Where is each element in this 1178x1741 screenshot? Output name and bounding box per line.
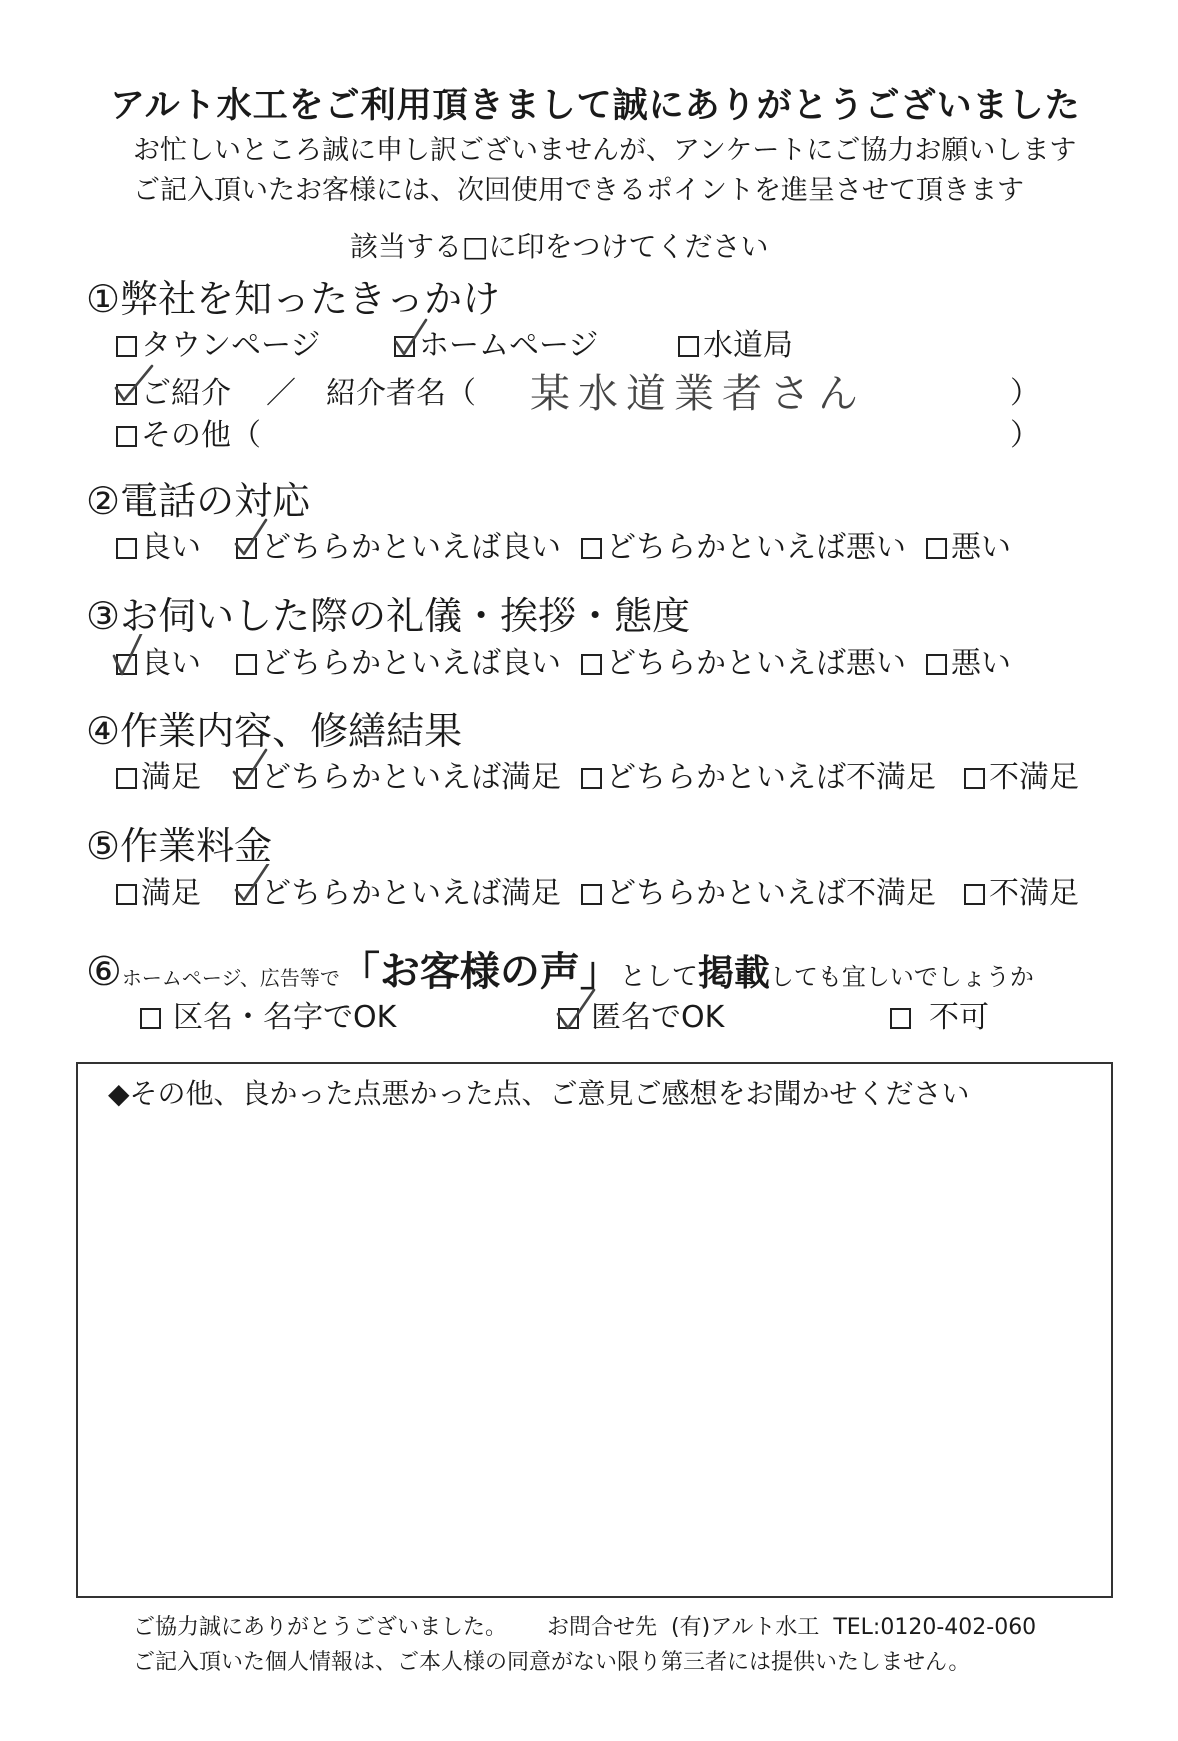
checkbox-icon[interactable] [236,654,257,675]
checkbox-icon[interactable] [394,336,415,357]
checkbox-icon[interactable] [236,884,257,905]
request-text: お忙しいところ誠に申し訳ございませんが、アンケートにご協力お願いします [133,135,1077,166]
close-paren: ） [1010,418,1040,453]
referrer-label: ／ 紹介者名（ [266,376,476,411]
checkbox-icon[interactable] [964,884,985,905]
checkbox-icon[interactable] [926,538,947,559]
checkbox-icon[interactable] [236,768,257,789]
checkbox-icon[interactable] [140,1008,161,1029]
q1-option-townpage[interactable]: タウンページ [116,320,320,364]
form-title: アルト水工をご利用頂きまして誠にありがとうございました [110,86,1081,126]
footer-contact [133,1610,1036,1641]
q1-option-waterbureau[interactable]: 水道局 [678,320,793,364]
checkbox-icon[interactable] [581,884,602,905]
instruction-text: 該当する□に印をつけてください [350,230,769,263]
checkbox-icon[interactable] [116,654,137,675]
q4-title: ④作業内容、修繕結果 [86,709,463,753]
q3-option-rather-good[interactable]: どちらかといえば良い [236,638,561,682]
q6-title: ⑥ホームページ、広告等で「お客様の声」として掲載しても宜しいでしょうか [86,949,1034,995]
checkbox-icon[interactable] [890,1008,911,1029]
q5-option-rather-satisfied[interactable]: どちらかといえば満足 [236,868,561,912]
q4-option-dissatisfied[interactable]: 不満足 [964,752,1079,796]
checkbox-icon[interactable] [116,384,137,405]
referrer-name-handwritten[interactable]: 某水道業者さん [530,371,866,417]
checkbox-icon[interactable] [116,768,137,789]
q3-option-good[interactable]: 良い [116,638,201,682]
comment-box[interactable] [76,1062,1113,1598]
close-paren: ） [1010,376,1040,411]
points-text: ご記入頂いたお客様には、次回使用できるポイントを進呈させて頂きます [133,175,1024,206]
footer-thanks: ご協力誠にありがとうございました。 [133,1615,508,1640]
checkbox-icon[interactable] [581,768,602,789]
checkbox-icon[interactable] [964,768,985,789]
footer-contact-label: お問合せ先 [547,1615,658,1640]
checkbox-icon[interactable] [558,1008,579,1029]
q5-title: ⑤作業料金 [86,824,273,868]
checkbox-icon[interactable] [236,538,257,559]
q4-option-rather-satisfied[interactable]: どちらかといえば満足 [236,752,561,796]
q3-option-bad[interactable]: 悪い [926,638,1011,682]
q1-title: ①弊社を知ったきっかけ [86,277,501,321]
footer-company: (有)アルト水工 [671,1615,820,1640]
footer-privacy: ご記入頂いた個人情報は、ご本人様の同意がない限り第三者には提供いたしません。 [133,1650,971,1675]
checkbox-icon[interactable] [116,426,137,447]
checkbox-icon[interactable] [581,654,602,675]
checkbox-icon[interactable] [581,538,602,559]
q6-option-anonymous-ok[interactable]: 匿名でOK [558,992,724,1036]
q2-option-good[interactable]: 良い [116,522,201,566]
q4-option-satisfied[interactable]: 満足 [116,752,201,796]
q5-option-rather-dissatisfied[interactable]: どちらかといえば不満足 [581,868,936,912]
q5-option-dissatisfied[interactable]: 不満足 [964,868,1079,912]
checkbox-icon[interactable] [926,654,947,675]
q1-option-other[interactable]: その他（ [116,410,261,454]
q1-option-homepage[interactable]: ホームページ [394,320,598,364]
footer-tel: TEL:0120-402-060 [833,1615,1037,1640]
q2-option-rather-good[interactable]: どちらかといえば良い [236,522,561,566]
checkbox-icon[interactable] [116,336,137,357]
q3-option-rather-bad[interactable]: どちらかといえば悪い [581,638,906,682]
checkbox-icon[interactable] [116,538,137,559]
q4-option-rather-dissatisfied[interactable]: どちらかといえば不満足 [581,752,936,796]
q1-option-referral[interactable]: ご紹介 [116,368,231,412]
q2-title: ②電話の対応 [86,479,311,523]
checkbox-icon[interactable] [116,884,137,905]
q3-title: ③お伺いした際の礼儀・挨拶・態度 [86,594,691,638]
q2-option-bad[interactable]: 悪い [926,522,1011,566]
comment-label: ◆その他、良かった点悪かった点、ご意見ご感想をお聞かせください [108,1077,970,1110]
q6-option-not-allowed[interactable]: 不可 [890,992,989,1036]
q5-option-satisfied[interactable]: 満足 [116,868,201,912]
q2-option-rather-bad[interactable]: どちらかといえば悪い [581,522,906,566]
q6-option-name-ok[interactable]: 区名・名字でOK [140,992,396,1036]
checkbox-icon[interactable] [678,336,699,357]
